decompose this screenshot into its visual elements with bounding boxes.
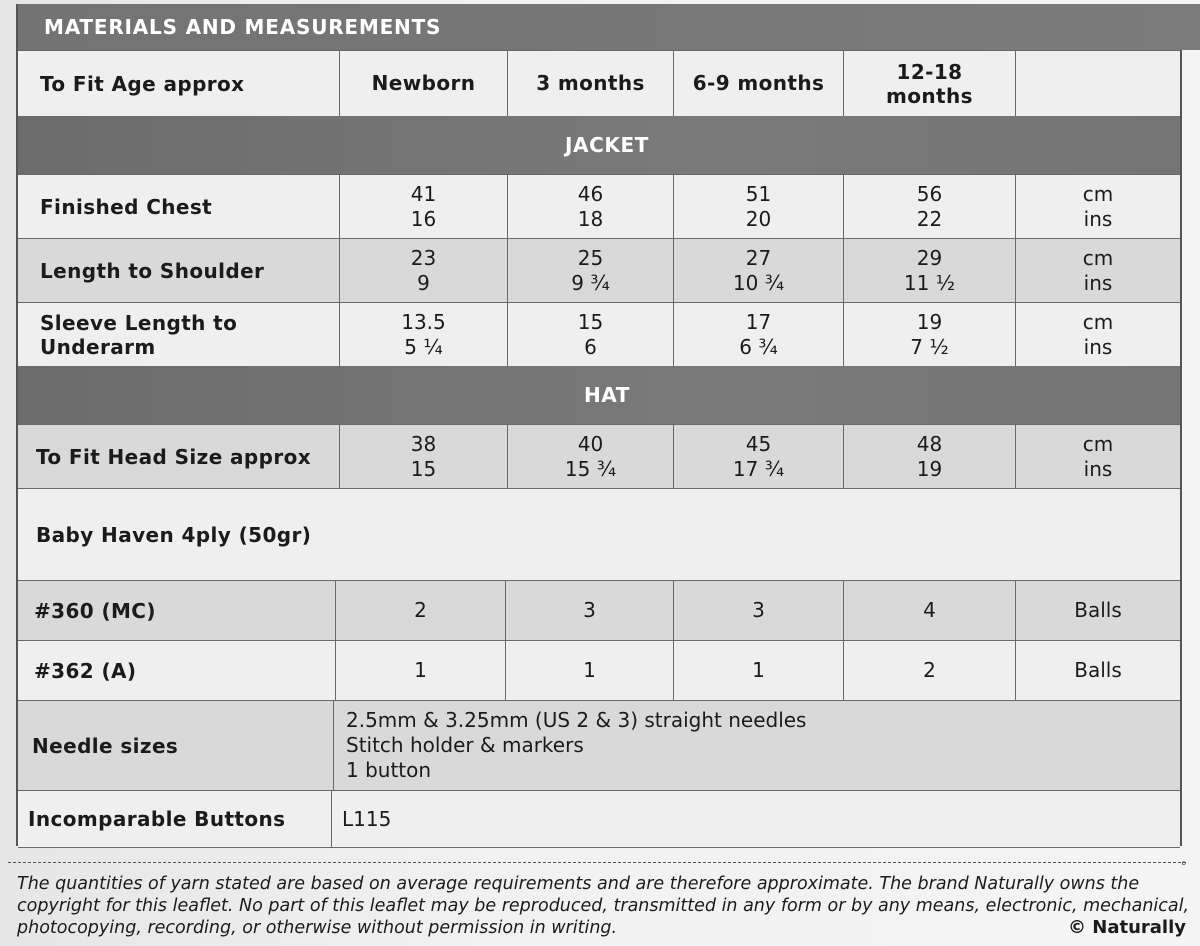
size-spare <box>1016 51 1180 116</box>
unit-cell <box>1016 303 1180 366</box>
row-label: #360 (MC) <box>18 581 336 640</box>
ins-value: 5 ¼ <box>404 334 443 359</box>
cm-value: 51 <box>745 181 772 206</box>
yarn-360-row <box>18 580 1180 640</box>
row-label: Length to Shoulder <box>18 239 340 302</box>
value-cell <box>340 303 508 366</box>
ins-value: 16 <box>410 206 437 231</box>
cm-value: 23 <box>410 245 437 270</box>
ins-value: 18 <box>577 206 604 231</box>
value-cell <box>844 239 1016 302</box>
yarn-362-row <box>18 640 1180 700</box>
cm-value: 56 <box>916 181 943 206</box>
unit-cell <box>1016 239 1180 302</box>
hat-title: HAT <box>583 383 631 407</box>
cm-value: 13.5 <box>401 309 446 334</box>
cm-value: 46 <box>577 181 604 206</box>
value-cell <box>844 425 1016 488</box>
value-cell <box>508 239 674 302</box>
cm-value: 19 <box>916 309 943 334</box>
value-cell <box>674 175 844 238</box>
ins-value: 19 <box>916 456 943 481</box>
row-label: Needle sizes <box>18 701 334 790</box>
ins-value: 22 <box>916 206 943 231</box>
value-cell: 1 <box>336 641 506 700</box>
ins-value: 9 ¾ <box>571 270 610 295</box>
materials-table <box>16 4 1182 846</box>
value-cell: 3 <box>674 581 844 640</box>
size-6-9-months: 6-9 months <box>674 51 844 116</box>
unit-cell <box>1016 175 1180 238</box>
value-cell <box>674 303 844 366</box>
value-cell: 2 <box>844 641 1016 700</box>
cm-value: 41 <box>410 181 437 206</box>
value-cell <box>508 175 674 238</box>
needle-line: 2.5mm & 3.25mm (US 2 & 3) straight needles <box>346 708 807 732</box>
finished-chest-row <box>18 174 1180 238</box>
unit-cell: Balls <box>1074 658 1122 682</box>
cm-value: 17 <box>745 309 772 334</box>
value-cell <box>508 425 674 488</box>
cm-value: 38 <box>410 431 437 456</box>
unit-cm: cm <box>1082 181 1114 206</box>
buttons-row <box>18 790 1180 848</box>
cm-value: 48 <box>916 431 943 456</box>
unit-cm: cm <box>1082 245 1114 270</box>
unit-cell: Balls <box>1074 598 1122 622</box>
value-cell: 1 <box>506 641 674 700</box>
ins-value: 9 <box>417 270 430 295</box>
value-cell <box>340 239 508 302</box>
size-3-months: 3 months <box>508 51 674 116</box>
size-newborn: Newborn <box>340 51 508 116</box>
value-cell: 2 <box>336 581 506 640</box>
value-cell <box>844 303 1016 366</box>
ins-value: 17 ¾ <box>732 456 785 481</box>
value-cell <box>844 175 1016 238</box>
yarn-heading-row <box>18 488 1180 580</box>
yarn-label: Baby Haven 4ply (50gr) <box>36 522 312 547</box>
unit-ins: ins <box>1083 334 1113 359</box>
ins-value: 20 <box>745 206 772 231</box>
cm-value: 25 <box>577 245 604 270</box>
row-label: Sleeve Length to Underarm <box>18 303 340 366</box>
needle-sizes-row <box>18 700 1180 790</box>
cm-value: 15 <box>577 309 604 334</box>
cm-value: 45 <box>745 431 772 456</box>
cm-value: 40 <box>577 431 604 456</box>
table-title-band <box>18 4 1200 50</box>
value-cell <box>674 425 844 488</box>
unit-ins: ins <box>1083 456 1113 481</box>
divider-end-mark: ∘ <box>1180 856 1188 870</box>
copyright-notice: © Naturally <box>1068 917 1186 938</box>
unit-cell <box>1016 425 1180 488</box>
value-cell: 1 <box>674 641 844 700</box>
ins-value: 11 ½ <box>903 270 956 295</box>
age-label: To Fit Age approx <box>18 51 340 116</box>
needle-details <box>334 701 1180 790</box>
unit-cm: cm <box>1082 309 1114 334</box>
sleeve-length-row <box>18 302 1180 366</box>
length-to-shoulder-row <box>18 238 1180 302</box>
value-cell <box>508 303 674 366</box>
ins-value: 6 <box>584 334 597 359</box>
unit-cm: cm <box>1082 431 1114 456</box>
jacket-band <box>18 116 1180 174</box>
value-cell: 3 <box>506 581 674 640</box>
value-cell <box>340 175 508 238</box>
needle-line: 1 button <box>346 758 432 782</box>
size-12-18-months: 12-18 months <box>844 51 1016 116</box>
unit-ins: ins <box>1083 270 1113 295</box>
value-cell <box>674 239 844 302</box>
ins-value: 15 ¾ <box>564 456 617 481</box>
ins-value: 6 ¾ <box>739 334 778 359</box>
ins-value: 15 <box>410 456 437 481</box>
value-cell <box>340 425 508 488</box>
row-label: To Fit Head Size approx <box>18 425 340 488</box>
hat-band <box>18 366 1180 424</box>
table-title: MATERIALS AND MEASUREMENTS <box>44 15 442 39</box>
footer-disclaimer: The quantities of yarn stated are based on average requirements and are therefore approximate. The brand Naturally owns the copyright for this leaflet. No part of this leaflet may be reproduced, transmitted in any form or by any means, electronic, mechanical, photocopying, recording, or otherwise without permission in writing. <box>17 874 1190 938</box>
divider-line <box>8 862 1186 863</box>
ins-value: 7 ½ <box>910 334 949 359</box>
head-size-row <box>18 424 1180 488</box>
row-label: #362 (A) <box>18 641 336 700</box>
unit-ins: ins <box>1083 206 1113 231</box>
row-label: Finished Chest <box>18 175 340 238</box>
cm-value: 27 <box>745 245 772 270</box>
value-cell: 4 <box>844 581 1016 640</box>
ins-value: 10 ¾ <box>732 270 785 295</box>
button-code: L115 <box>342 806 392 831</box>
cm-value: 29 <box>916 245 943 270</box>
row-label: Incomparable Buttons <box>18 791 332 847</box>
jacket-title: JACKET <box>564 133 649 157</box>
age-row <box>18 50 1180 116</box>
needle-line: Stitch holder & markers <box>346 733 584 757</box>
